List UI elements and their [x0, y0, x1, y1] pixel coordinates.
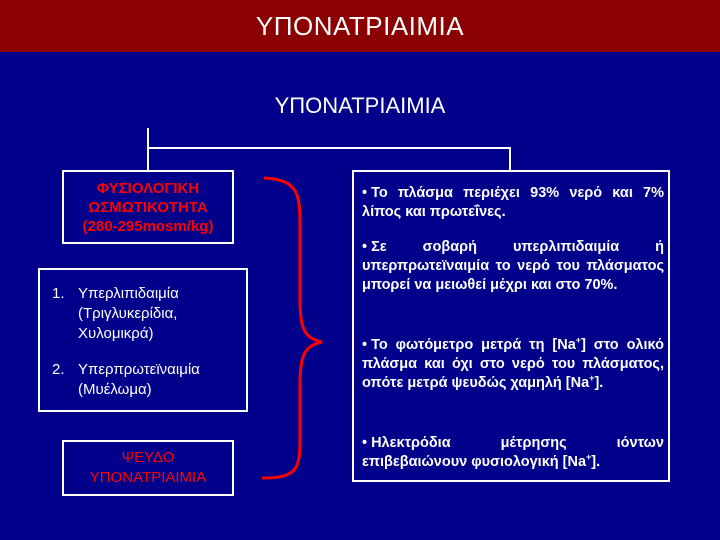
connector-top	[148, 148, 510, 170]
cause-text: Υπερπρωτεϊναιμία (Μυέλωμα)	[78, 361, 200, 398]
note-3-text-a: Το φωτόμετρο μετρά τη [Na	[371, 337, 576, 353]
cause-number: 1.	[52, 285, 65, 302]
note-4	[362, 434, 664, 472]
cause-number: 2.	[52, 361, 65, 378]
note-3-text-c: ].	[594, 375, 604, 391]
note-1	[362, 184, 664, 222]
diagram-subtitle: ΥΠΟΝΑΤΡΙΑΙΜΙΑ	[274, 93, 446, 118]
pseudo-line-2: ΥΠΟΝΑΤΡΙΑΙΜΙΑ	[89, 469, 207, 486]
causes-box	[38, 268, 248, 412]
physiological-osmolality-box	[62, 170, 234, 244]
note-2-text: Σε σοβαρή υπερλιπιδαιμία ή υπερπρωτεϊναιμία το νερό του πλάσματος μπορεί να μειωθεί μέχρι και στο 70%.	[362, 239, 664, 293]
cause-text: Υπερλιπιδαιμία (Τριγλυκερίδια, Χυλομικρά)	[78, 285, 179, 342]
curly-brace	[262, 178, 322, 478]
page-title: ΥΠΟΝΑΤΡΙΑΙΜΙΑ	[255, 10, 465, 41]
note-2	[362, 238, 664, 295]
pseudo-line-1: ΨΕΥΔΟ	[121, 449, 175, 466]
pseudohyponatremia-box	[62, 440, 234, 496]
bullet-icon: •	[362, 185, 368, 201]
note-3-text-b: ] στο ολικό πλάσμα και όχι στο νερό του πλάσματος, οπότε μετρά ψευδώς χαμηλή [Na	[362, 337, 664, 391]
note-4-text-a: Ηλεκτρόδια μέτρησης ιόντων επιβεβαιώνουν φυσιολογική [Na	[362, 435, 664, 470]
bullet-icon: •	[362, 239, 368, 255]
cause-item	[52, 284, 242, 344]
superscript-plus: +	[589, 373, 595, 383]
bullet-icon: •	[362, 435, 368, 451]
note-1-text: Το πλάσμα περιέχει 93% νερό και 7% λίπος και πρωτεΐνες.	[362, 185, 664, 220]
physiological-line-1: ΦΥΣΙΟΛΟΓΙΚΗ	[96, 179, 200, 197]
note-4-text-b: ].	[591, 454, 601, 470]
superscript-plus: +	[586, 452, 592, 462]
bullet-icon: •	[362, 337, 368, 353]
superscript-plus: +	[575, 335, 582, 345]
physiological-line-2: ΩΣΜΩΤΙΚΟΤΗΤΑ	[88, 198, 208, 216]
explanation-box	[352, 170, 670, 482]
note-3	[362, 336, 664, 393]
physiological-line-3: (280-295mosm/kg)	[82, 217, 214, 235]
cause-item	[52, 360, 242, 400]
